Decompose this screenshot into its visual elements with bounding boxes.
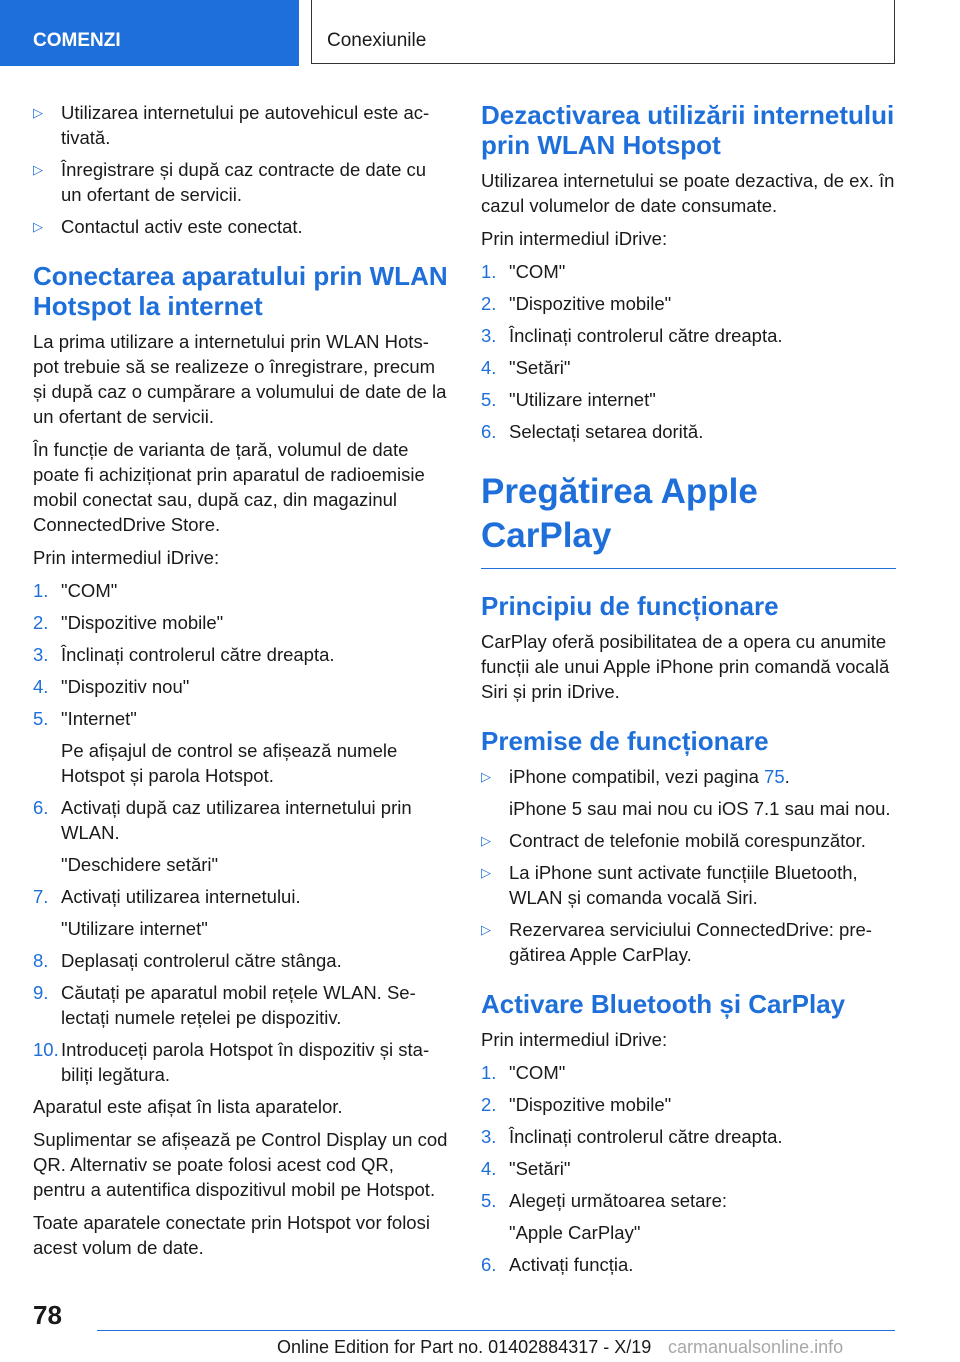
page-number: 78 <box>33 1300 62 1330</box>
paragraph: Prin intermediul iDrive: <box>481 1029 668 1050</box>
step-item: 2. "Dispozitive mobile" <box>481 1094 672 1115</box>
list-item: ▷ Contract de telefonie mobilă corespunzător. <box>481 830 866 851</box>
paragraph: Toate aparatele conectate prin Hotspot vor folosi acest volum de date. <box>33 1212 430 1258</box>
step-item: 7. Activați utilizarea internetului. "Utilizare internet" <box>33 886 301 939</box>
section-heading-prerequisites: Premise de funcționare <box>481 726 769 756</box>
chapter-tab: Conexiunile <box>311 0 895 64</box>
step-item: 5. "Internet" Pe afișajul de control se afișează numele Hotspot și parola Hotspot. <box>33 708 398 786</box>
step-item: 2. "Dispozitive mobile" <box>481 293 672 314</box>
step-item: 1. "COM" <box>481 261 566 282</box>
triangle-bullet-icon: ▷ <box>481 865 491 880</box>
list-item: ▷ Rezervarea serviciului ConnectedDrive: pregătirea Apple CarPlay. <box>481 919 872 965</box>
triangle-bullet-icon: ▷ <box>481 922 491 937</box>
deactivate-steps <box>481 259 896 444</box>
step-item: 3. Înclinați controlerul către dreapta. <box>33 644 335 665</box>
section-heading-deactivate: Dezactivarea utilizării internetului prin WLAN Hotspot <box>481 100 895 160</box>
step-item: 2. "Dispozitive mobile" <box>33 612 224 633</box>
step-item: 6. Selectați setarea dorită. <box>481 421 704 442</box>
list-item: ▷ Contactul activ este conectat. <box>33 216 303 237</box>
paragraph: CarPlay oferă posibilitatea de a opera cu anumite funcții ale unui Apple iPhone prin comandă vocală Siri și prin iDrive. <box>481 631 890 702</box>
section-tab: COMENZI <box>0 0 299 66</box>
watermark: carmanualsonline.info <box>668 1337 844 1357</box>
step-item: 1. "COM" <box>481 1062 566 1083</box>
left-column <box>33 100 448 1268</box>
paragraph: Suplimentar se afișează pe Control Display un cod QR. Alternativ se poate folosi acest cod QR, pentru a autentifica dispozitivul mobil pe Hotspot. <box>33 1129 448 1200</box>
list-item: ▷ La iPhone sunt activate funcțiile Bluetooth, WLAN și comanda vocală Siri. <box>481 862 858 908</box>
step-item: 5. Alegeți următoarea setare: "Apple CarPlay" <box>481 1190 728 1243</box>
step-item: 1. "COM" <box>33 580 118 601</box>
step-item: 3. Înclinați controlerul către dreapta. <box>481 325 783 346</box>
activate-steps <box>481 1060 896 1277</box>
paragraph: Prin intermediul iDrive: <box>33 547 220 568</box>
paragraph: Utilizarea internetului se poate dezactiva, de ex. în cazul volumelor de date consumate. <box>481 170 895 216</box>
step-item: 4. "Setări" <box>481 357 571 378</box>
connect-steps <box>33 578 448 1087</box>
paragraph: La prima utilizare a internetului prin WLAN Hotspot trebuie să se realizeze o înregistrare, precum și după caz o cumpărare a volumului de date de la un ofertant de servicii. <box>33 331 447 427</box>
section-heading-activate: Activare Bluetooth și CarPlay <box>481 989 846 1019</box>
step-item: 9. Căutați pe aparatul mobil rețele WLAN. Selectați numele rețelei pe dispozitiv. <box>33 982 416 1028</box>
step-item: 6. Activați funcția. <box>481 1254 634 1275</box>
paragraph: Aparatul este afișat în lista aparatelor. <box>33 1096 343 1117</box>
carplay-prerequisites-list <box>481 764 896 967</box>
chapter-heading-carplay: Pregătirea Apple CarPlay <box>481 470 896 569</box>
triangle-bullet-icon: ▷ <box>33 105 43 120</box>
triangle-bullet-icon: ▷ <box>481 833 491 848</box>
list-item: ▷ Utilizarea internetului pe autovehicul este activată. <box>33 102 430 148</box>
right-column <box>481 100 896 1284</box>
step-item: 10. Introduceți parola Hotspot în dispozitiv și stabiliți legătura. <box>33 1039 430 1085</box>
page-reference-link[interactable]: 75 <box>764 766 785 787</box>
edition-note: Online Edition for Part no. 01402884317 - X/19 <box>277 1337 652 1357</box>
list-item: ▷ iPhone compatibil, vezi pagina 75. iPhone 5 sau mai nou cu iOS 7.1 sau mai nou. <box>481 766 891 819</box>
section-heading-principle: Principiu de funcționare <box>481 591 779 621</box>
footer-divider <box>97 1330 895 1331</box>
page-header <box>0 0 960 66</box>
step-item: 4. "Dispozitiv nou" <box>33 676 190 697</box>
step-item: 3. Înclinați controlerul către dreapta. <box>481 1126 783 1147</box>
step-item: 6. Activați după caz utilizarea internetului prin WLAN. "Deschidere setări" <box>33 797 412 875</box>
section-heading-connect: Conectarea aparatului prin WLAN Hotspot la internet <box>33 261 448 321</box>
list-item: ▷ Înregistrare și după caz contracte de date cu un ofertant de servicii. <box>33 159 427 205</box>
paragraph: Prin intermediul iDrive: <box>481 228 668 249</box>
paragraph: În funcție de varianta de țară, volumul de date poate fi achiziționat prin aparatul de radioemisie mobil conectat sau, după caz, din magazinul ConnectedDrive Store. <box>33 439 425 535</box>
triangle-bullet-icon: ▷ <box>481 769 491 784</box>
triangle-bullet-icon: ▷ <box>33 162 43 177</box>
step-item: 5. "Utilizare internet" <box>481 389 656 410</box>
step-item: 8. Deplasați controlerul către stânga. <box>33 950 342 971</box>
prerequisites-list <box>33 100 448 239</box>
triangle-bullet-icon: ▷ <box>33 219 43 234</box>
step-item: 4. "Setări" <box>481 1158 571 1179</box>
